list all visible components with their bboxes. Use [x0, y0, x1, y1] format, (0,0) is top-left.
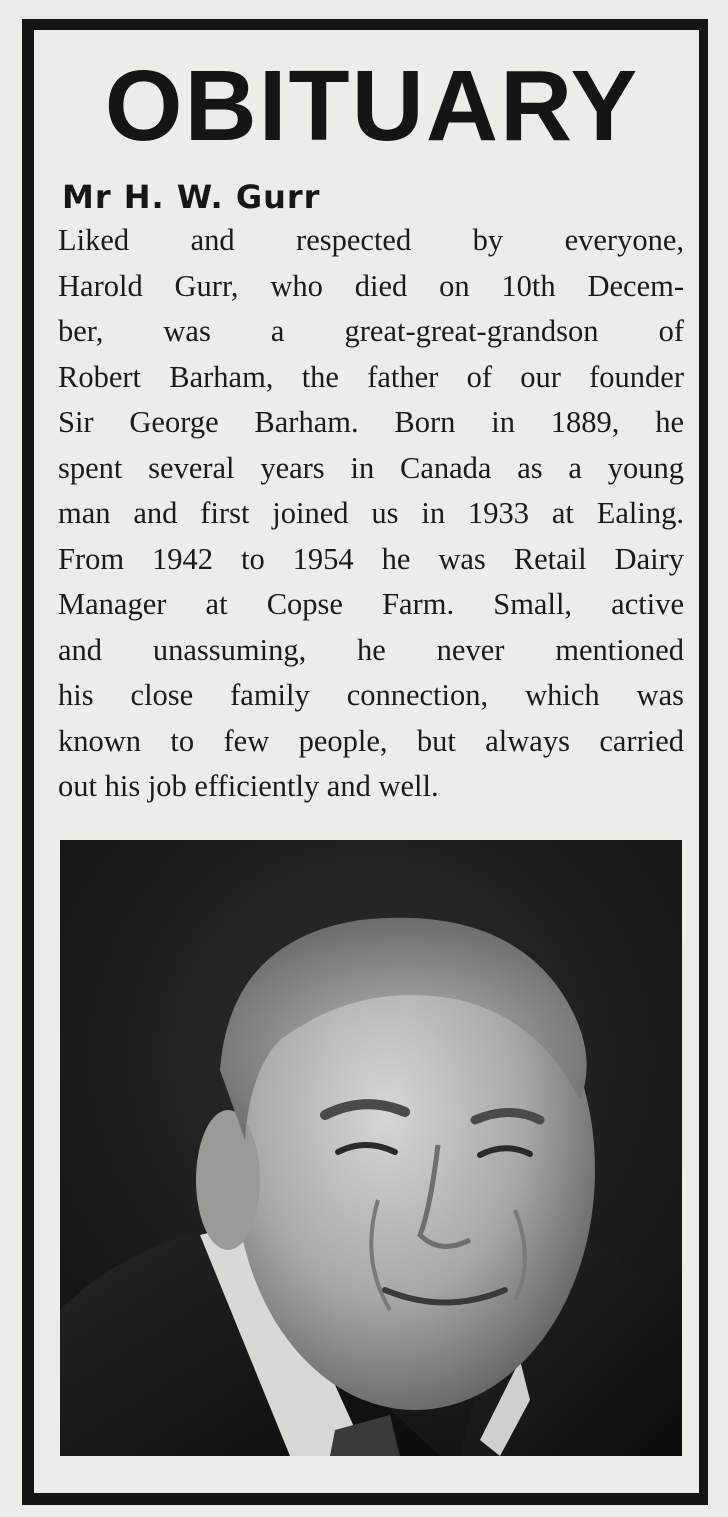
deceased-name: Mr H. W. Gurr	[62, 178, 321, 216]
obituary-text-line: known to few people, but always carried	[58, 723, 684, 758]
obituary-text-line: Sir George Barham. Born in 1889, he	[58, 405, 684, 439]
obituary-text-line: ber, was a great-great-grandson of	[58, 314, 684, 348]
obituary-heading: OBITUARY	[104, 50, 640, 162]
obituary-text-line: Robert Barham, the father of our founder	[58, 359, 684, 394]
obituary-text-line: and unassuming, he never mentioned	[58, 632, 684, 667]
obituary-text-line: spent several years in Canada as a young	[58, 450, 684, 485]
obituary-text-line: From 1942 to 1954 he was Retail Dairy	[58, 541, 684, 576]
obituary-text-line: Manager at Copse Farm. Small, active	[58, 587, 684, 621]
obituary-text-line: Harold Gurr, who died on 10th Decem-	[58, 268, 684, 303]
obituary-text-line: out his job efficiently and well.	[58, 769, 439, 803]
obituary-text-line: man and first joined us in 1933 at Ealing.	[58, 496, 684, 530]
obituary-text-line: Liked and respected by everyone,	[58, 223, 684, 257]
obituary-text	[58, 218, 684, 810]
portrait-photo	[60, 840, 682, 1456]
obituary-text-line: his close family connection, which was	[58, 678, 684, 712]
